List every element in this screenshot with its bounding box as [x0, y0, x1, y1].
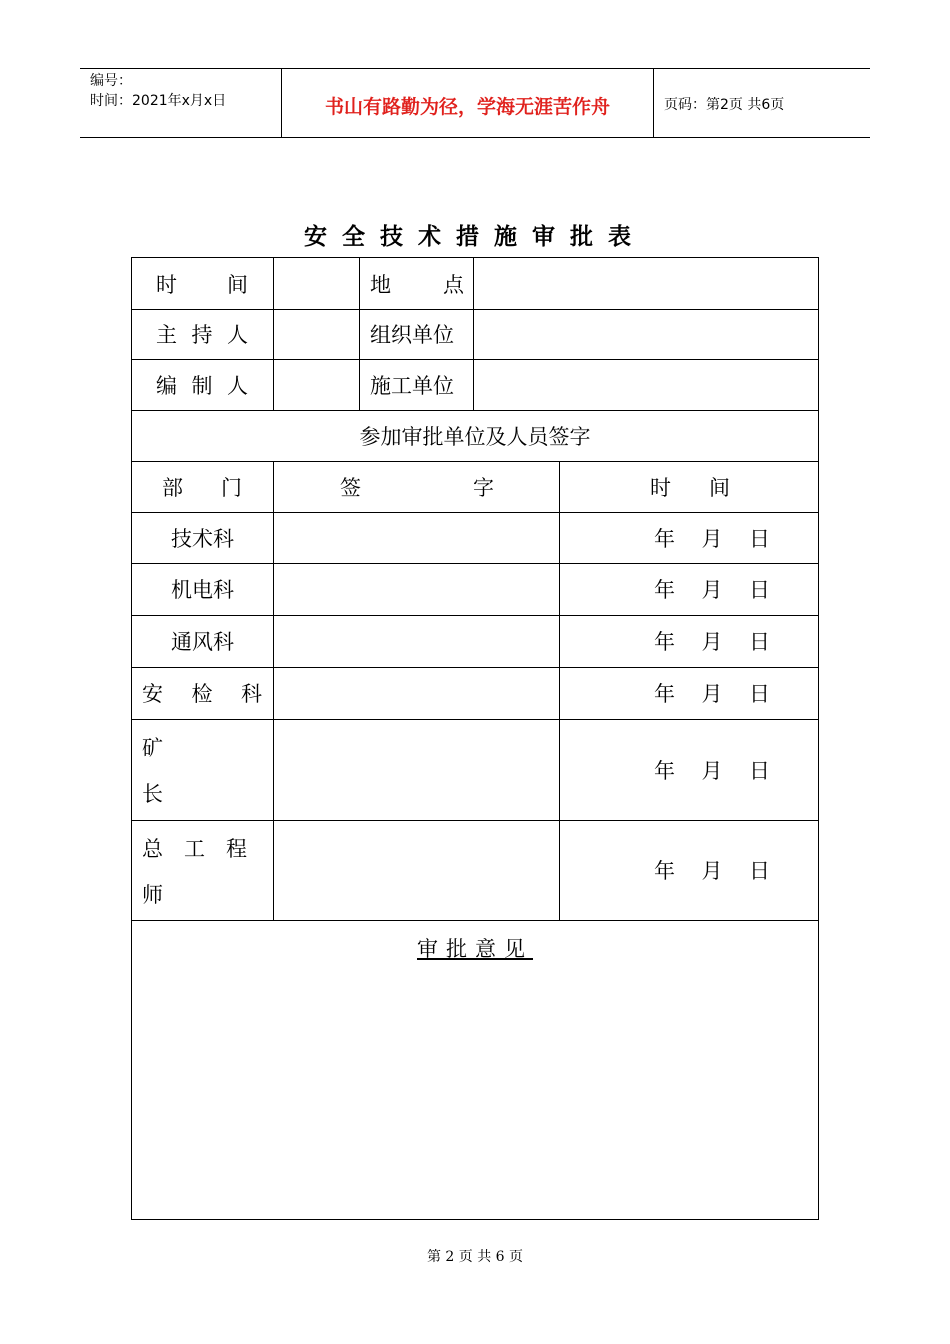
- sign-section-heading: 参加审批单位及人员签字: [359, 424, 591, 449]
- table-rule: [559, 461, 560, 920]
- date-cell: 年 月 日: [654, 682, 770, 706]
- info-label-author: 编 制 人: [156, 373, 248, 398]
- department-name: 总 工 程 师: [142, 837, 247, 907]
- table-rule: [359, 258, 360, 410]
- date-cell: 年 月 日: [654, 758, 770, 783]
- info-label-organizer: 组织单位: [370, 323, 454, 347]
- header-page-info: 页码：第2页 共6页: [664, 97, 785, 113]
- column-header-time: 时 间: [650, 475, 730, 500]
- info-label-location: 地 点: [370, 272, 464, 297]
- table-rule: [273, 461, 274, 920]
- header-divider: [653, 69, 654, 137]
- info-label-time: 时 间: [156, 272, 248, 297]
- info-label-host: 主 持 人: [156, 323, 248, 347]
- opinion-heading: 审批意见: [417, 937, 533, 961]
- table-rule: [473, 258, 474, 410]
- header-motto: 书山有路勤为径，学海无涯苦作舟: [324, 96, 610, 118]
- info-label-contractor: 施工单位: [370, 373, 454, 398]
- document-title: 安全技术措施审批表: [304, 223, 646, 250]
- date-cell: 年 月 日: [654, 630, 770, 654]
- department-name: 矿 长: [142, 736, 163, 806]
- table-rule: [273, 258, 274, 410]
- page-header: [80, 68, 870, 138]
- department-name: 机电科: [171, 578, 234, 602]
- date-cell: 年 月 日: [654, 859, 770, 883]
- department-name: 通风科: [171, 630, 234, 654]
- department-name: 技术科: [171, 526, 234, 551]
- document-time-label: 时间：2021年x月x日: [90, 93, 227, 109]
- page-footer: 第 2 页 共 6 页: [426, 1249, 524, 1265]
- department-name: 安 检 科: [142, 682, 262, 706]
- header-meta: [90, 71, 285, 111]
- date-cell: 年 月 日: [654, 578, 770, 602]
- table-rule: [132, 920, 818, 921]
- approval-form-table: [131, 257, 819, 1220]
- column-header-signature: 签 字: [340, 475, 494, 500]
- column-header-department: 部 门: [162, 475, 242, 500]
- date-cell: 年 月 日: [654, 526, 770, 551]
- document-number-label: 编号：: [90, 73, 132, 89]
